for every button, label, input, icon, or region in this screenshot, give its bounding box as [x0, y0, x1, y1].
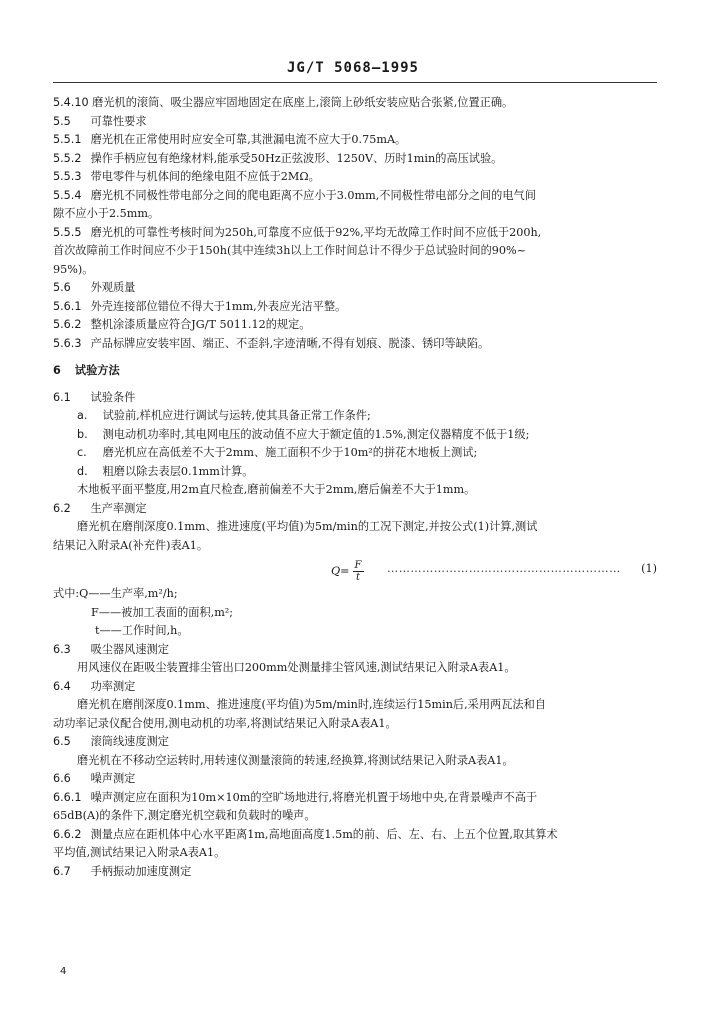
clause-5-4-10: [53, 94, 657, 113]
clause-number: 6.3: [53, 642, 71, 656]
clause-number: 5.5.5: [53, 225, 82, 239]
clause-number: 5.5.1: [53, 133, 82, 146]
clause-text: 操作手柄应包有绝缘材料,能承受50Hz正弦波形、1250V、历时1min的高压试验。: [90, 151, 503, 165]
formula-leader-dots: ……………………………………………………: [387, 562, 621, 575]
clause-text: 噪声测定应在面积为10m×10m的空旷场地进行,将磨光机置于场地中央,在背景噪声不高于: [90, 790, 538, 804]
formula-expression: [331, 560, 364, 583]
list-marker: c.: [77, 446, 87, 459]
clause-5-5-2: [53, 150, 657, 169]
list-item-d: [53, 463, 657, 482]
clause-number: 6.6.1: [53, 790, 82, 804]
clause-text: 可靠性要求: [90, 114, 147, 128]
clause-number: 5.5: [53, 114, 71, 128]
formula-equals: =: [340, 564, 350, 578]
clause-number: 5.6: [53, 281, 71, 294]
clause-number: 5.6.3: [53, 336, 82, 350]
list-item-c: [53, 444, 657, 463]
clause-number: 5.6.1: [53, 299, 82, 313]
clause-text: 整机涂漆质量应符合JG/T 5011.12的规定。: [90, 318, 311, 331]
clause-text: 功率测定: [90, 679, 136, 693]
page-header-standard-code: JG/T 5068—1995: [286, 60, 419, 76]
clause-number: 5.5.4: [53, 188, 82, 202]
formula-denominator: t: [356, 572, 361, 583]
clause-6-4: [53, 678, 657, 697]
clause-number: 6.6.2: [53, 827, 82, 841]
formula-lhs: Q: [331, 564, 341, 578]
clause-text: 测量点应在距机体中心水平距离1m,高地面高度1.5m的前、后、左、右、上五个位置,取其算术: [90, 827, 558, 841]
clause-number: 6.5: [53, 735, 71, 748]
clause-text: 带电零件与机体间的绝缘电阻不应低于2MΩ。: [90, 170, 320, 183]
clause-text: 噪声测定: [90, 772, 136, 785]
clause-text: 外壳连接部位错位不得大于1mm,外表应光洁平整。: [90, 299, 347, 313]
clause-text: 试验条件: [90, 390, 136, 404]
clause-6-6-2: [53, 826, 657, 845]
list-text: 粗磨以除去表层0.1mm计算。: [102, 464, 254, 478]
clause-6-6-2-cont: 平均值,测试结果记入附录A表A1。: [53, 846, 226, 859]
paragraph-6-3: 用风速仪在距吸尘装置排尘管出口200mm处测量排尘管风速,测试结果记入附录A表A1。: [77, 661, 516, 674]
clause-5-5-4: [53, 187, 657, 206]
clause-number: 5.5.3: [53, 170, 82, 183]
clause-number: 6.1: [53, 390, 71, 404]
clause-6-6: [53, 770, 657, 789]
legend-q: 式中:Q——生产率,m²/h;: [53, 587, 178, 600]
clause-5-5-5-cont2: 95%)。: [53, 262, 94, 276]
clause-number: 6.4: [53, 679, 71, 693]
clause-6-6-1-cont: 65dB(A)的条件下,测定磨光机空载和负载时的噪声。: [53, 809, 316, 822]
clause-5-6-1: [53, 298, 657, 317]
section-number: 6: [53, 364, 61, 377]
clause-5-5-5: [53, 224, 657, 243]
list-item-b: [53, 426, 657, 445]
list-marker: d.: [77, 464, 88, 478]
clause-6-1: [53, 389, 657, 408]
section-6-heading: [53, 361, 657, 381]
list-marker: b.: [77, 427, 88, 441]
clause-number: 6.7: [53, 864, 71, 878]
list-text: 磨光机应在高低差不大于2mm、施工面积不少于10m²的拼花木地板上测试;: [102, 446, 478, 459]
clause-text: 滚筒线速度测定: [90, 735, 169, 748]
clause-6-2: [53, 500, 657, 519]
clause-number: 6.2: [53, 501, 71, 515]
clause-number: 5.6.2: [53, 318, 82, 331]
clause-text: 磨光机不同极性带电部分之间的爬电距离不应小于3.0mm,不同极性带电部分之间的电气间: [90, 188, 536, 202]
clause-5-6-3: [53, 335, 657, 354]
formula-fraction: [353, 560, 364, 583]
section-title: 试验方法: [74, 363, 120, 377]
clause-5-5-1: [53, 131, 657, 150]
clause-number: 5.4.10: [53, 96, 89, 109]
page-number: 4: [60, 966, 67, 977]
legend-t: t——工作时间,h。: [95, 624, 189, 637]
clause-text: 外观质量: [90, 281, 136, 294]
clause-5-5-4-cont: 隙不应小于2.5mm。: [53, 207, 160, 220]
paragraph-6-2-cont: 结果记入附录A(补充件)表A1。: [53, 538, 209, 552]
list-text: 测电动机功率时,其电网电压的波动值不应大于额定值的1.5%,测定仪器精度不低于1级;: [102, 427, 530, 441]
formula-numerator: F: [354, 560, 362, 571]
clause-text: 磨光机在正常使用时应安全可靠,其泄漏电流不应大于0.75mA。: [90, 133, 407, 146]
clause-text: 生产率测定: [90, 501, 147, 515]
clause-5-6: [53, 279, 657, 298]
clause-text: 产品标牌应安装牢固、端正、不歪斜,字迹清晰,不得有划痕、脱漆、锈印等缺陷。: [90, 336, 490, 350]
paragraph-6-2: 磨光机在磨削深度0.1mm、推进速度(平均值)为5m/min的工况下测定,并按公式(1)计算,测试: [77, 520, 538, 533]
clause-text: 手柄振动加速度测定: [90, 864, 192, 878]
legend-f: F——被加工表面的面积,m²;: [91, 605, 234, 619]
document-body: [53, 94, 657, 881]
list-marker: a.: [77, 409, 88, 422]
clause-6-6-1: [53, 789, 657, 808]
clause-number: 5.5.2: [53, 151, 82, 165]
list-text: 试验前,样机应进行调试与运转,使其具备正常工作条件;: [102, 409, 371, 422]
clause-5-6-2: [53, 316, 657, 335]
clause-number: 6.6: [53, 772, 71, 785]
clause-6-3: [53, 641, 657, 660]
clause-text: 吸尘器风速测定: [90, 642, 169, 656]
formula-number: (1): [641, 562, 657, 575]
clause-5-5-5-cont: 首次故障前工作时间应不少于150h(其中连续3h以上工作时间总计不得少于总试验时间的90%~: [53, 244, 527, 257]
header-rule: [53, 82, 657, 83]
formula-1: [53, 555, 657, 585]
clause-5-5: [53, 113, 657, 132]
clause-6-7: [53, 863, 657, 882]
clause-6-5: [53, 733, 657, 752]
clause-text: 磨光机的可靠性考核时间为250h,可靠度不应低于92%,平均无故障工作时间不应低于200h,: [90, 225, 542, 239]
flatness-note: 木地板平面平整度,用2m直尺检查,磨前偏差不大于2mm,磨后偏差不大于1mm。: [77, 483, 476, 496]
list-item-a: [53, 407, 657, 426]
paragraph-6-5: 磨光机在不移动空运转时,用转速仪测量滚筒的转速,经换算,将测试结果记入附录A表A1。: [77, 753, 514, 767]
clause-5-5-3: [53, 168, 657, 187]
paragraph-6-4-cont: 动功率记录仪配合使用,测电动机的功率,将测试结果记入附录A表A1。: [53, 716, 397, 730]
clause-text: 磨光机的滚筒、吸尘器应牢固地固定在底座上,滚筒上砂纸安装应贴合张紧,位置正确。: [92, 96, 514, 109]
paragraph-6-4: 磨光机在磨削深度0.1mm、推进速度(平均值)为5m/min时,连续运行15min后,采用两瓦法和自: [77, 698, 546, 711]
